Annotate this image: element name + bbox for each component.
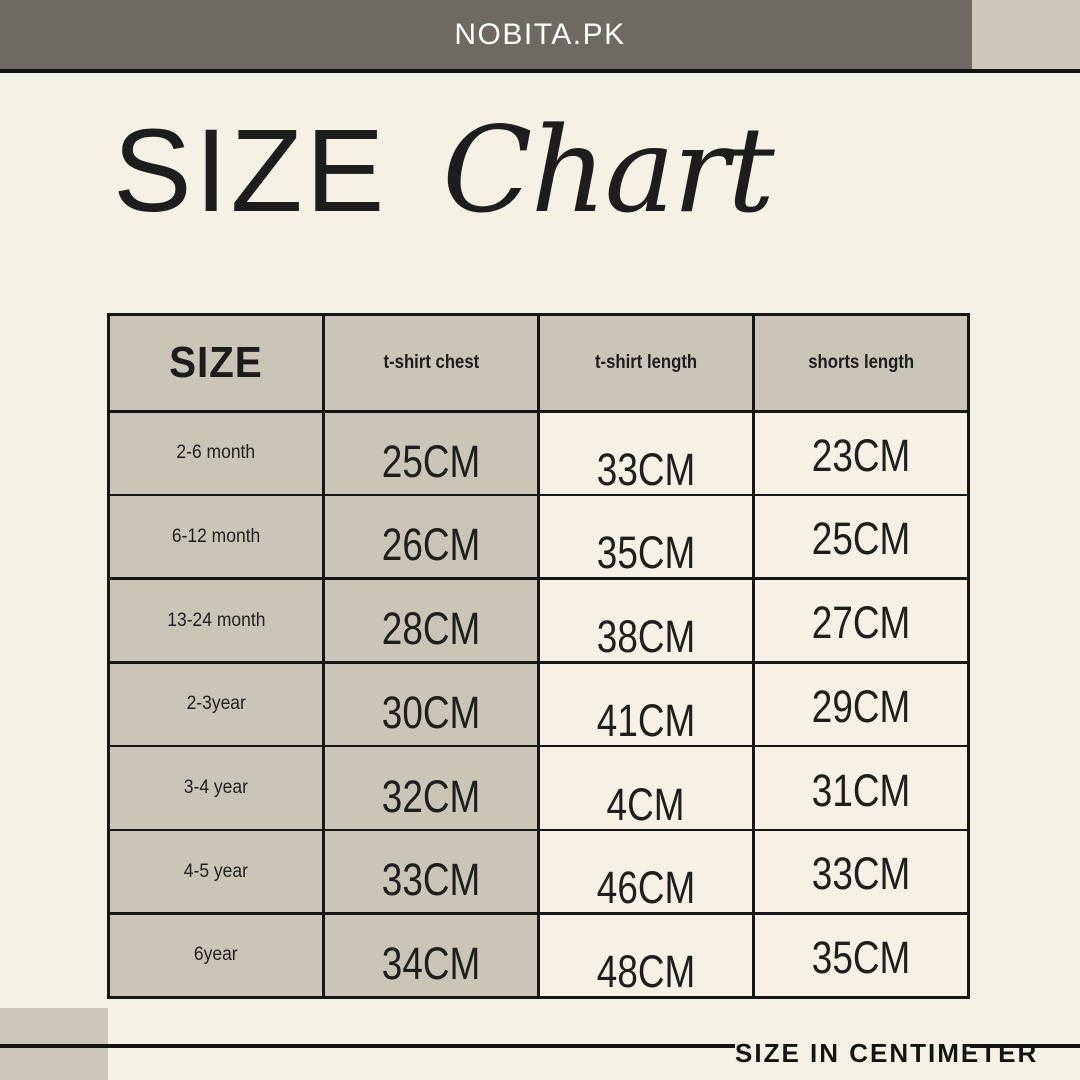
table-row-label: 3-4 year bbox=[110, 747, 322, 828]
table-cell: 30CM bbox=[325, 664, 537, 745]
top-bar-divider bbox=[0, 69, 1080, 73]
footer-note-clipped bbox=[735, 1038, 1039, 1068]
table-row-label: 6year bbox=[110, 915, 322, 996]
table-row-label: 13-24 month bbox=[110, 580, 322, 661]
top-bar bbox=[0, 0, 1080, 69]
table-cell: 46CM bbox=[540, 831, 752, 912]
table-cell: 33CM bbox=[755, 831, 967, 912]
table-cell: 35CM bbox=[755, 915, 967, 996]
table-cell: 31CM bbox=[755, 747, 967, 828]
header-size: SIZE bbox=[110, 316, 322, 410]
page-title bbox=[113, 92, 813, 262]
table-cell: 25CM bbox=[755, 496, 967, 577]
table-cell: 28CM bbox=[325, 580, 537, 661]
brand-name: NOBITA.PK bbox=[454, 17, 626, 51]
table-cell: 26CM bbox=[325, 496, 537, 577]
header-tshirt-chest: t-shirt chest bbox=[325, 316, 537, 410]
table-row-label: 2-6 month bbox=[110, 413, 322, 494]
table-cell: 35CM bbox=[540, 496, 752, 577]
title-chart-script-text: Chart bbox=[442, 101, 773, 239]
footer-note-text: SIZE IN CENTIMETER bbox=[735, 1038, 1039, 1068]
table-cell: 33CM bbox=[540, 413, 752, 494]
table-cell: 41CM bbox=[540, 664, 752, 745]
size-chart-table bbox=[107, 313, 970, 999]
table-cell: 33CM bbox=[325, 831, 537, 912]
table-cell: 38CM bbox=[540, 580, 752, 661]
table-row-label: 4-5 year bbox=[110, 831, 322, 912]
table-cell: 32CM bbox=[325, 747, 537, 828]
table-cell: 48CM bbox=[540, 915, 752, 996]
table-cell: 23CM bbox=[755, 413, 967, 494]
header-shorts-length: shorts length bbox=[755, 316, 967, 410]
table-cell: 27CM bbox=[755, 580, 967, 661]
top-bar-accent-block bbox=[972, 0, 1080, 69]
table-row-label: 6-12 month bbox=[110, 496, 322, 577]
header-tshirt-length: t-shirt length bbox=[540, 316, 752, 410]
table-cell: 34CM bbox=[325, 915, 537, 996]
table-cell: 4CM bbox=[540, 747, 752, 828]
table-cell: 25CM bbox=[325, 413, 537, 494]
title-size-text: SIZE bbox=[113, 105, 388, 237]
table-cell: 29CM bbox=[755, 664, 967, 745]
table-row-label: 2-3year bbox=[110, 664, 322, 745]
